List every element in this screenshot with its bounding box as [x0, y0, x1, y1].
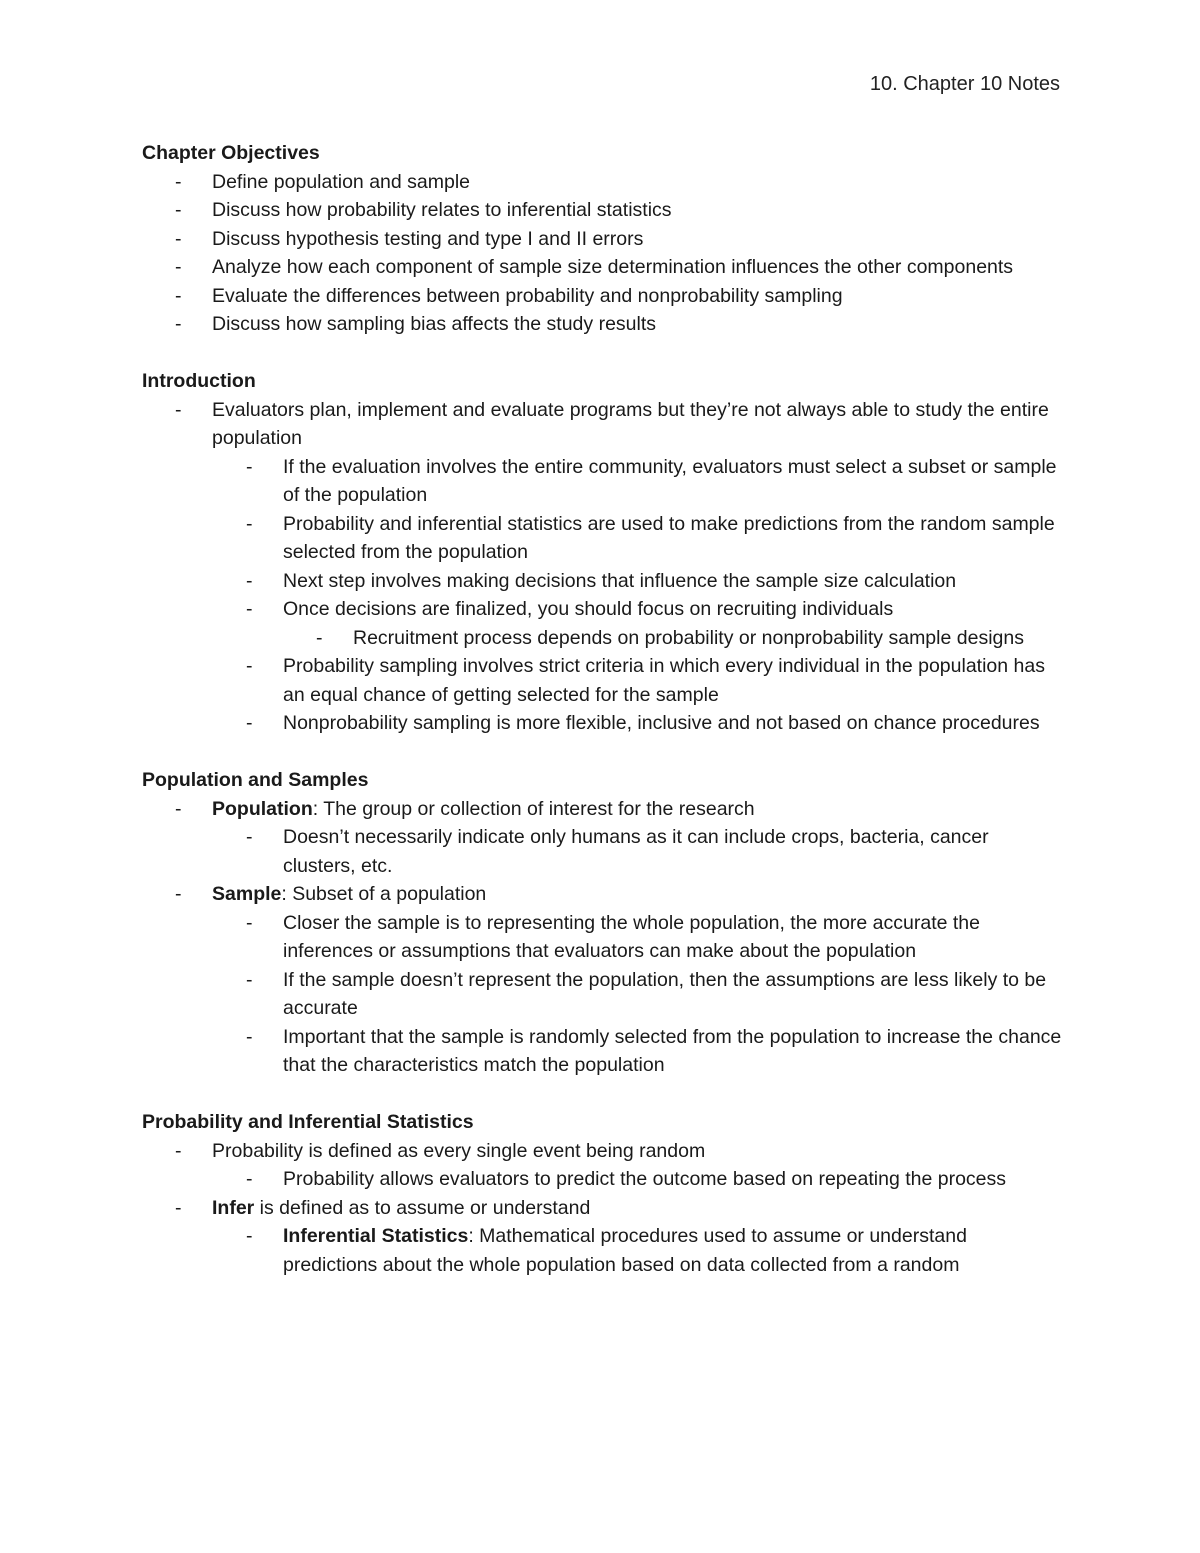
- list-item: [142, 823, 1062, 880]
- bullet-list: [142, 396, 1062, 738]
- list-item: [142, 1023, 1062, 1080]
- list-item: [142, 652, 1062, 709]
- list-item: [142, 909, 1062, 966]
- list-item: [142, 310, 1062, 339]
- bullet-dash: -: [246, 598, 253, 620]
- list-item: [142, 1194, 1062, 1223]
- item-text: Doesn’t necessarily indicate only humans as it can include crops, bacteria, cancer clusters, etc.: [283, 826, 989, 877]
- list-item: [142, 196, 1062, 225]
- item-text: Discuss how probability relates to inferential statistics: [212, 199, 672, 221]
- item-text: Probability and inferential statistics are used to make predictions from the random sample selected from the population: [283, 512, 1055, 563]
- item-text: Important that the sample is randomly selected from the population to increase the chance that the characteristics match the population: [283, 1025, 1062, 1076]
- section: [142, 766, 1062, 1080]
- bullet-dash: -: [175, 398, 182, 421]
- notes-content: [142, 139, 1062, 1308]
- item-text: If the evaluation involves the entire community, evaluators must select a subset or sample of the population: [283, 455, 1057, 506]
- item-text: Discuss hypothesis testing and type I and II errors: [212, 227, 644, 250]
- section-title: Chapter Objectives: [142, 142, 320, 164]
- list-item: [142, 396, 1062, 453]
- bullet-dash: -: [246, 968, 253, 991]
- term-bold: Infer: [212, 1196, 255, 1219]
- item-text: : Mathematical procedures used to assume or understand predictions about the whole population based on data collected from a random: [283, 1225, 967, 1276]
- section-title: Population and Samples: [142, 769, 369, 791]
- list-item: [142, 595, 1062, 624]
- section: [142, 367, 1062, 738]
- list-item: [142, 1137, 1062, 1166]
- bullet-dash: -: [246, 911, 253, 934]
- bullet-dash: -: [175, 170, 182, 193]
- item-text: : The group or collection of interest for the research: [312, 797, 755, 820]
- list-item: [142, 253, 1062, 282]
- bullet-dash: -: [246, 712, 253, 734]
- item-text: Probability allows evaluators to predict the outcome based on repeating the process: [283, 1168, 1007, 1190]
- list-item: [142, 624, 1062, 653]
- bullet-dash: -: [175, 256, 182, 278]
- bullet-dash: -: [175, 883, 182, 905]
- list-item: [142, 282, 1062, 311]
- list-item: [142, 795, 1062, 824]
- item-text: Nonprobability sampling is more flexible, inclusive and not based on chance procedures: [283, 712, 1040, 734]
- list-item: [142, 1222, 1062, 1279]
- item-text: Evaluate the differences between probability and nonprobability sampling: [212, 284, 843, 307]
- item-text: Analyze how each component of sample size determination influences the other components: [212, 256, 1014, 278]
- bullet-list: [142, 168, 1062, 339]
- bullet-dash: -: [246, 1168, 253, 1190]
- bullet-dash: -: [246, 655, 253, 677]
- term-bold: Population: [212, 797, 313, 820]
- section-title: Introduction: [142, 370, 256, 392]
- item-text: Recruitment process depends on probability or nonprobability sample designs: [353, 626, 1024, 649]
- list-item: [142, 1165, 1062, 1194]
- bullet-dash: -: [175, 313, 182, 335]
- item-text: : Subset of a population: [281, 883, 487, 905]
- bullet-dash: -: [175, 797, 182, 820]
- section: [142, 1108, 1062, 1279]
- page-header: 10. Chapter 10 Notes: [869, 73, 1060, 95]
- item-text: Evaluators plan, implement and evaluate programs but they’re not always able to study the entire population: [212, 398, 1049, 449]
- bullet-dash: -: [246, 826, 253, 848]
- bullet-dash: -: [175, 1196, 182, 1219]
- bullet-dash: -: [246, 512, 253, 535]
- bullet-dash: -: [246, 1025, 253, 1048]
- bullet-dash: -: [175, 284, 182, 307]
- item-text: Next step involves making decisions that influence the sample size calculation: [283, 569, 957, 592]
- item-text: Probability is defined as every single event being random: [212, 1139, 706, 1162]
- item-text: If the sample doesn’t represent the population, then the assumptions are less likely to be accurate: [283, 968, 1047, 1019]
- section-title: Probability and Inferential Statistics: [142, 1111, 474, 1133]
- bullet-dash: -: [175, 199, 182, 221]
- item-text: Discuss how sampling bias affects the study results: [212, 313, 657, 335]
- bullet-dash: -: [316, 626, 323, 649]
- item-text: Define population and sample: [212, 170, 471, 193]
- list-item: [142, 567, 1062, 596]
- term-bold: Inferential Statistics: [283, 1225, 469, 1247]
- list-item: [142, 225, 1062, 254]
- section: [142, 139, 1062, 339]
- bullet-dash: -: [175, 1139, 182, 1162]
- list-item: [142, 966, 1062, 1023]
- list-item: [142, 709, 1062, 738]
- list-item: [142, 510, 1062, 567]
- bullet-list: [142, 795, 1062, 1080]
- list-item: [142, 880, 1062, 909]
- term-bold: Sample: [212, 883, 282, 905]
- bullet-list: [142, 1137, 1062, 1280]
- bullet-dash: -: [246, 455, 253, 478]
- bullet-dash: -: [246, 569, 253, 592]
- bullet-dash: -: [175, 227, 182, 250]
- item-text: Closer the sample is to representing the whole population, the more accurate the inferences or assumptions that evaluators can make about the population: [283, 911, 980, 962]
- list-item: [142, 168, 1062, 197]
- item-text: is defined as to assume or understand: [254, 1196, 591, 1219]
- list-item: [142, 453, 1062, 510]
- bullet-dash: -: [246, 1225, 253, 1247]
- item-text: Probability sampling involves strict criteria in which every individual in the population has an equal chance of getting selected for the sample: [283, 655, 1045, 706]
- item-text: Once decisions are finalized, you should focus on recruiting individuals: [283, 598, 894, 620]
